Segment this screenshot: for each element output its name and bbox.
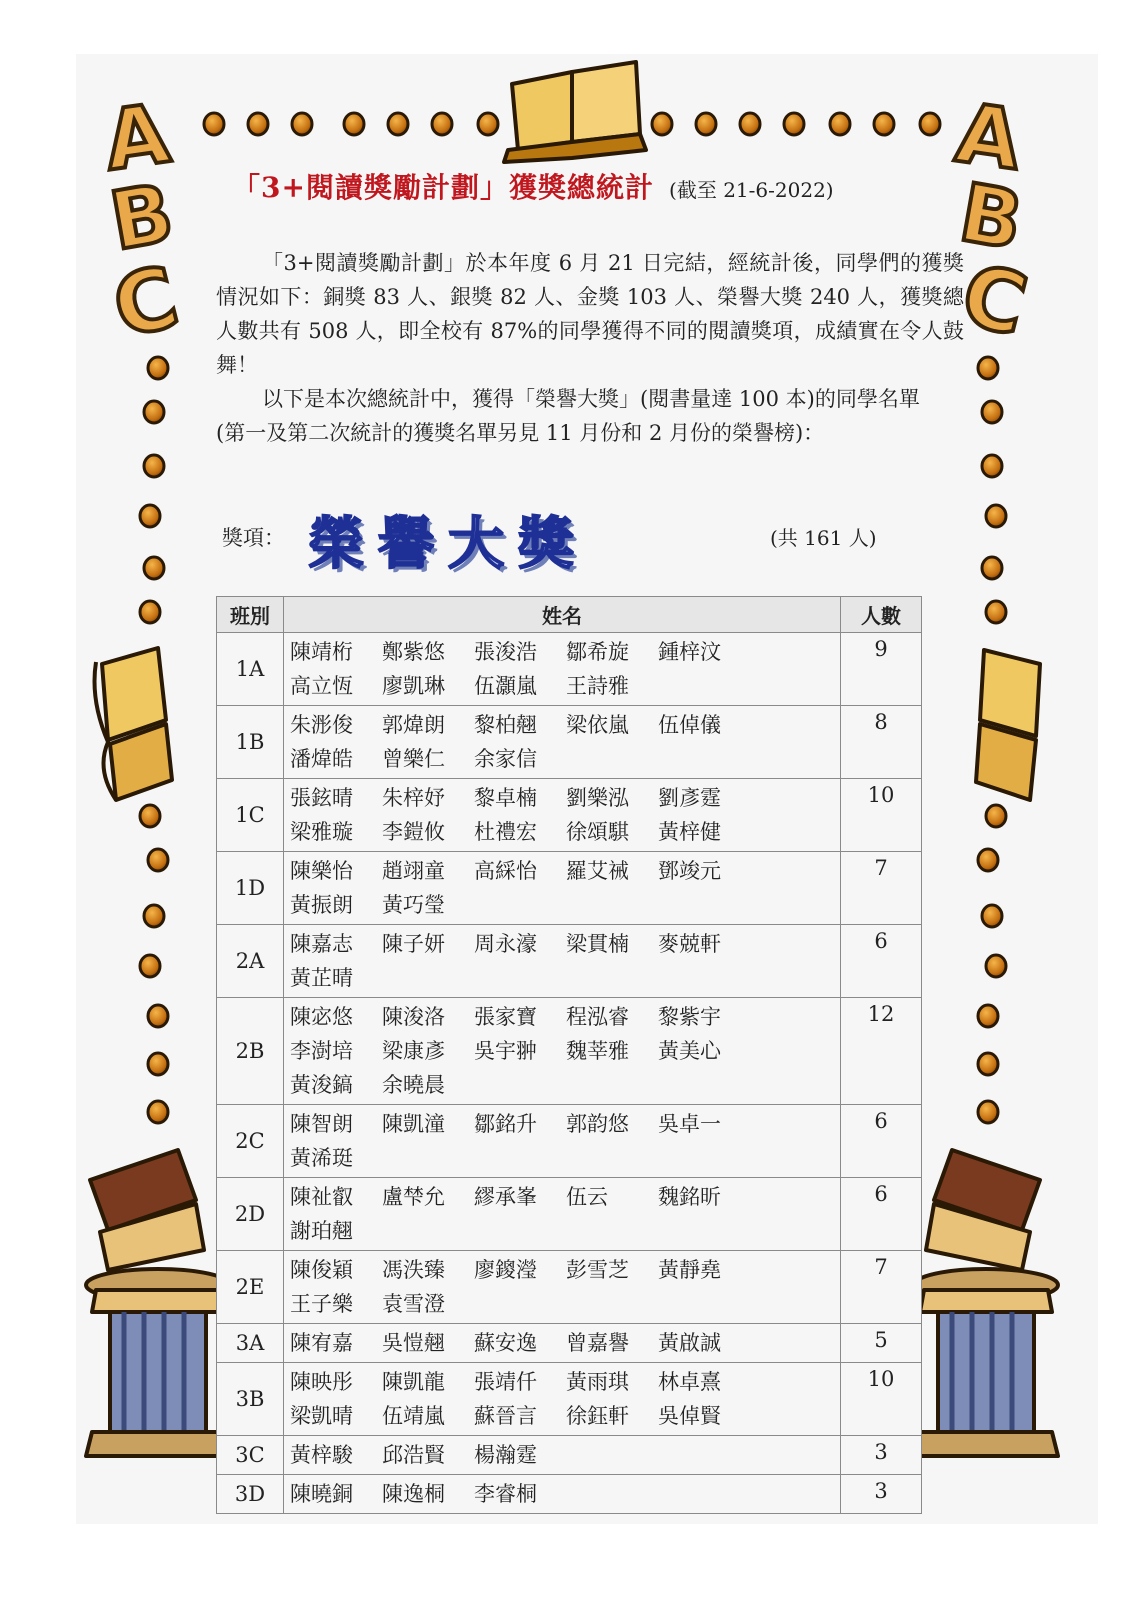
student-name: 廖鎫瀅	[474, 1258, 537, 1282]
table-row	[217, 1363, 922, 1436]
class-cell: 2E	[217, 1251, 284, 1324]
scroll-right-icon	[976, 650, 1040, 800]
names-cell	[284, 706, 841, 779]
student-name: 繆承峯	[474, 1185, 537, 1209]
scroll-left-icon	[95, 648, 173, 800]
student-name: 彭雪芝	[566, 1258, 629, 1282]
title-line	[232, 166, 834, 206]
student-name: 鄭紫悠	[382, 640, 445, 664]
class-cell: 3C	[217, 1436, 284, 1475]
student-name: 蘇晉言	[474, 1404, 537, 1428]
student-name: 馮泆臻	[382, 1258, 445, 1282]
svg-text:B: B	[953, 165, 1030, 269]
header-names: 姓名	[284, 597, 841, 633]
names-cell	[284, 1363, 841, 1436]
student-name: 鍾梓汶	[658, 640, 721, 664]
student-name: 陳逸桐	[382, 1482, 445, 1506]
student-name: 黃雨琪	[566, 1370, 629, 1394]
border-dot	[144, 557, 164, 579]
border-dot	[978, 357, 998, 379]
border-dot	[148, 1005, 168, 1027]
class-cell: 2D	[217, 1178, 284, 1251]
student-name: 黃振朗	[290, 893, 353, 917]
count-cell: 9	[841, 633, 922, 706]
table-header-row	[217, 597, 922, 633]
student-name: 曾嘉譽	[566, 1331, 629, 1355]
class-cell: 2A	[217, 925, 284, 998]
student-name: 王子樂	[290, 1292, 353, 1316]
border-dot	[740, 113, 760, 135]
table-row	[217, 1475, 922, 1514]
count-cell: 6	[841, 1178, 922, 1251]
class-cell: 1A	[217, 633, 284, 706]
border-dot	[830, 113, 850, 135]
names-cell	[284, 998, 841, 1105]
class-cell: 1B	[217, 706, 284, 779]
student-name: 朱梓妤	[382, 786, 445, 810]
border-dot	[986, 805, 1006, 827]
border-dot	[982, 455, 1002, 477]
student-name: 梁貫楠	[566, 932, 629, 956]
border-dot	[978, 1005, 998, 1027]
student-name: 伍倬儀	[658, 713, 721, 737]
student-name: 鄧竣元	[658, 859, 721, 883]
student-name: 周永濠	[474, 932, 537, 956]
svg-text:A: A	[950, 85, 1027, 189]
table-row	[217, 633, 922, 706]
student-name: 黎紫宇	[658, 1005, 721, 1029]
border-dot	[652, 113, 672, 135]
svg-text:C: C	[103, 247, 188, 358]
student-name: 梁凱晴	[290, 1404, 353, 1428]
student-name: 黃浠珽	[290, 1146, 353, 1170]
student-name: 伍灝嵐	[474, 674, 537, 698]
border-dot	[982, 557, 1002, 579]
student-name: 梁雅璇	[290, 820, 353, 844]
student-name: 陳樂怡	[290, 859, 353, 883]
student-name: 梁依嵐	[566, 713, 629, 737]
student-name: 郭煒朗	[382, 713, 445, 737]
student-name: 黃靜堯	[658, 1258, 721, 1282]
names-cell	[284, 1178, 841, 1251]
border-dot	[978, 849, 998, 871]
table-row	[217, 925, 922, 998]
student-name: 程泓睿	[566, 1005, 629, 1029]
names-cell	[284, 633, 841, 706]
student-name: 黃梓健	[658, 820, 721, 844]
student-name: 陳子妍	[382, 932, 445, 956]
table-row	[217, 1105, 922, 1178]
award-label: 獎項：	[222, 526, 285, 550]
names-cell	[284, 1475, 841, 1514]
open-book-top-icon	[504, 62, 646, 162]
award-total: (共 161 人)	[770, 526, 877, 550]
class-cell: 1D	[217, 852, 284, 925]
table-row	[217, 998, 922, 1105]
student-name: 高綵怡	[474, 859, 537, 883]
border-dot	[140, 505, 160, 527]
table-body	[217, 633, 922, 1514]
count-cell: 10	[841, 1363, 922, 1436]
student-name: 李睿桐	[474, 1482, 537, 1506]
class-cell: 2B	[217, 998, 284, 1105]
border-dot	[920, 113, 940, 135]
award-name-wordart: 榮譽大獎	[308, 512, 588, 577]
border-dot	[388, 113, 408, 135]
student-name: 楊瀚霆	[474, 1443, 537, 1467]
table-row	[217, 706, 922, 779]
student-name: 郭韵悠	[566, 1112, 629, 1136]
student-name: 吳倬賢	[658, 1404, 721, 1428]
intro-paragraph-2: 以下是本次總統計中，獲得「榮譽大獎」(閱書量達 100 本)的同學名單	[262, 387, 920, 411]
student-name: 杜禮宏	[474, 820, 537, 844]
svg-text:A: A	[98, 86, 175, 190]
border-dot	[140, 601, 160, 623]
student-name: 劉樂泓	[566, 786, 629, 810]
border-dot	[978, 1101, 998, 1123]
student-name: 徐頌騏	[566, 820, 629, 844]
book-stack-on-pillar-left-icon	[86, 1150, 230, 1456]
student-name: 袁雪澄	[382, 1292, 445, 1316]
student-name: 伍靖嵐	[382, 1404, 445, 1428]
student-name: 鄒希旋	[566, 640, 629, 664]
table-row	[217, 852, 922, 925]
student-name: 朱浵俊	[290, 713, 353, 737]
count-cell: 6	[841, 1105, 922, 1178]
border-dot	[140, 955, 160, 977]
border-dot	[148, 357, 168, 379]
border-dot	[986, 955, 1006, 977]
count-cell: 7	[841, 852, 922, 925]
student-name: 李鎧攸	[382, 820, 445, 844]
count-cell: 10	[841, 779, 922, 852]
border-dot	[344, 113, 364, 135]
count-cell: 5	[841, 1324, 922, 1363]
student-name: 余曉晨	[382, 1073, 445, 1097]
student-name: 黃巧瑩	[382, 893, 445, 917]
student-name: 陳宓悠	[290, 1005, 353, 1029]
book-stack-on-pillar-right-icon	[914, 1150, 1058, 1456]
student-name: 謝珀翹	[290, 1219, 353, 1243]
class-cell: 3B	[217, 1363, 284, 1436]
border-dot	[986, 505, 1006, 527]
table-row	[217, 1324, 922, 1363]
border-dot	[140, 805, 160, 827]
student-name: 邱浩賢	[382, 1443, 445, 1467]
border-dot	[144, 905, 164, 927]
border-dot	[292, 113, 312, 135]
student-name: 梁康彥	[382, 1039, 445, 1063]
award-row	[222, 508, 882, 577]
student-name: 張家寶	[474, 1005, 537, 1029]
svg-text:C: C	[952, 244, 1037, 355]
student-name: 黃梓駿	[290, 1443, 353, 1467]
names-cell	[284, 779, 841, 852]
class-cell: 3D	[217, 1475, 284, 1514]
table-row	[217, 1436, 922, 1475]
count-cell: 7	[841, 1251, 922, 1324]
student-name: 趙翊童	[382, 859, 445, 883]
student-name: 陳曉銅	[290, 1482, 353, 1506]
student-name: 陳俊穎	[290, 1258, 353, 1282]
svg-text:B: B	[103, 166, 180, 269]
count-cell: 6	[841, 925, 922, 998]
table-row	[217, 779, 922, 852]
table-row	[217, 1251, 922, 1324]
student-name: 羅艾祴	[566, 859, 629, 883]
border-dot	[986, 601, 1006, 623]
honor-roll-table	[216, 596, 922, 1514]
student-name: 陳嘉志	[290, 932, 353, 956]
table-row	[217, 1178, 922, 1251]
student-name: 徐鈺軒	[566, 1404, 629, 1428]
header-count: 人數	[841, 597, 922, 633]
student-name: 魏銘昕	[658, 1185, 721, 1209]
student-name: 伍云	[566, 1185, 608, 1209]
student-name: 潘煒皓	[290, 747, 353, 771]
border-dot	[982, 401, 1002, 423]
border-dot	[982, 905, 1002, 927]
page-title: 「3+閱讀獎勵計劃」獲獎總統計	[232, 171, 654, 204]
student-name: 陳智朗	[290, 1112, 353, 1136]
student-name: 鄒銘升	[474, 1112, 537, 1136]
student-name: 劉彥霆	[658, 786, 721, 810]
student-name: 陳凱龍	[382, 1370, 445, 1394]
student-name: 蘇安逸	[474, 1331, 537, 1355]
names-cell	[284, 1251, 841, 1324]
date-note: (截至 21-6-2022)	[669, 178, 834, 202]
names-cell	[284, 1324, 841, 1363]
student-name: 吳宇翀	[474, 1039, 537, 1063]
border-dot	[144, 455, 164, 477]
student-name: 陳宥嘉	[290, 1331, 353, 1355]
names-cell	[284, 925, 841, 998]
student-name: 高立恆	[290, 674, 353, 698]
student-name: 黃啟誠	[658, 1331, 721, 1355]
count-cell: 8	[841, 706, 922, 779]
student-name: 吳愷翹	[382, 1331, 445, 1355]
border-dot	[784, 113, 804, 135]
student-name: 張浚浩	[474, 640, 537, 664]
letter-abc-left-icon	[99, 86, 188, 357]
student-name: 李澍培	[290, 1039, 353, 1063]
student-name: 黃浚鎬	[290, 1073, 353, 1097]
border-dot	[148, 1101, 168, 1123]
student-name: 陳凱潼	[382, 1112, 445, 1136]
intro-paragraph-3: (第一及第二次統計的獲獎名單另見 11 月份和 2 月份的榮譽榜)：	[216, 421, 825, 445]
student-name: 廖凱琳	[382, 674, 445, 698]
student-name: 黃美心	[658, 1039, 721, 1063]
student-name: 張靖仟	[474, 1370, 537, 1394]
student-name: 黎卓楠	[474, 786, 537, 810]
student-name: 余家信	[474, 747, 537, 771]
student-name: 陳浚洛	[382, 1005, 445, 1029]
border-dot	[874, 113, 894, 135]
border-dot	[432, 113, 452, 135]
border-dot	[478, 113, 498, 135]
names-cell	[284, 852, 841, 925]
student-name: 曾樂仁	[382, 747, 445, 771]
student-name: 陳祉叡	[290, 1185, 353, 1209]
border-dot	[148, 849, 168, 871]
student-name: 黃芷晴	[290, 966, 353, 990]
class-cell: 2C	[217, 1105, 284, 1178]
count-cell: 3	[841, 1436, 922, 1475]
border-dot	[148, 1053, 168, 1075]
intro-paragraph-1: 「3+閱讀獎勵計劃」於本年度 6 月 21 日完結，經統計後，同學們的獲獎情況如下：銅獎 83 人、銀獎 82 人、金獎 103 人、榮譽大獎 240 人，獲獎總人數共有 508 人，即全校有 87%的同學獲得不同的閱讀獎項，成績實在令人鼓舞！	[216, 251, 964, 377]
count-cell: 3	[841, 1475, 922, 1514]
student-name: 林卓熹	[658, 1370, 721, 1394]
student-name: 盧梺允	[382, 1185, 445, 1209]
class-cell: 1C	[217, 779, 284, 852]
student-name: 麥兢軒	[658, 932, 721, 956]
student-name: 王詩雅	[566, 674, 629, 698]
count-cell: 12	[841, 998, 922, 1105]
names-cell	[284, 1105, 841, 1178]
student-name: 張鉉晴	[290, 786, 353, 810]
student-name: 吳卓一	[658, 1112, 721, 1136]
names-cell	[284, 1436, 841, 1475]
student-name: 陳靖桁	[290, 640, 353, 664]
border-dot	[978, 1053, 998, 1075]
border-dot	[696, 113, 716, 135]
border-dot	[248, 113, 268, 135]
class-cell: 3A	[217, 1324, 284, 1363]
student-name: 黎柏翹	[474, 713, 537, 737]
border-dot	[204, 113, 224, 135]
student-name: 陳映彤	[290, 1370, 353, 1394]
student-name: 魏莘雅	[566, 1039, 629, 1063]
border-dot	[144, 401, 164, 423]
header-class: 班別	[217, 597, 284, 633]
